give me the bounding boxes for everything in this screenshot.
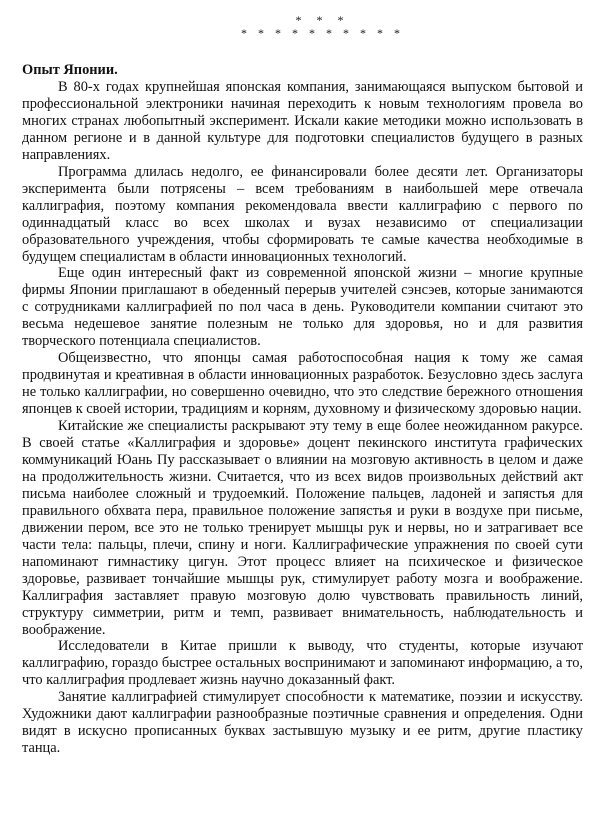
paragraph: Общеизвестно, что японцы самая работоспособная нация к тому же самая продвинутая и креативная в области инновационных разработок. Безусловно здесь заслуга не только каллиграфии, но совершенно очевидно, что это следствие бережного отношения японцев к своей истории, традициям и корням, духовному и физическому здоровью нации. <box>22 350 583 418</box>
separator-stars-top: * * * <box>295 13 350 27</box>
paragraph: Исследователи в Китае пришли к выводу, что студенты, которые изучают каллиграфию, гораздо быстрее остальных воспринимают и запоминают информацию, а то, что каллиграфия продлевает жизнь научно доказанный факт. <box>22 638 583 689</box>
paragraph: Еще один интересный факт из современной японской жизни – многие крупные фирмы Японии приглашают в обеденный перерыв учителей сэнсэев, которые занимаются с сотрудниками каллиграфией по пол часа в день. Руководители компании считают это весьма недешевое занятие полезным не только для здоровья, но и для развития творческого потенциала специалистов. <box>22 265 583 350</box>
section-heading: Опыт Японии. <box>22 62 118 78</box>
paragraph: В 80-х годах крупнейшая японская компания, занимающаяся выпуском бытовой и профессиональной электроники начиная переходить к новым технологиям провела во многих странах любопытный эксперимент. Искали какие методики можно использовать в данном регионе и в данной культуре для подготовки специалистов будущего в разных направлениях. <box>22 79 583 163</box>
paragraph: Программа длилась недолго, ее финансировали более десяти лет. Организаторы эксперимента были потрясены – всем требованиям в наибольшей мере отвечала каллиграфия, поэтому компания рекомендовала ввести каллиграфию с первого по одиннадцатый класс во всех школах и вузах независимо от специализации образовательного учреждения, чтобы сформировать те самые качества необходимые в будущем специалистам в области инновационных технологий. <box>22 163 583 265</box>
separator-stars-bottom: * * * * * * * * * * <box>241 26 404 40</box>
document-page <box>22 14 583 757</box>
paragraph: Занятие каллиграфией стимулирует способности к математике, поэзии и искусству. Художники дают каллиграфии разнообразные поэтичные сравнения и определения. Одни видят в искусно прописанных буквах застывшую музыку и ее ритм, другие пластику танца. <box>22 689 583 757</box>
paragraph: Китайские же специалисты раскрывают эту тему в еще более неожиданном ракурсе. В своей статье «Каллиграфия и здоровье» доцент пекинского института графических коммуникаций Юань Пу рассказывает о влиянии на мозговую активность в целом и даже на продолжительность жизни. Считается, что из всех видов произвольных действий акт письма наиболее сложный и трудоемкий. Положение пальцев, ладоней и запястья для правильного обхвата пера, правильное положение запястья и руки в воздухе при письме, движении пером, все это не только тренирует мышцы рук и нервы, но и затрагивает все части тела: пальцы, плечи, спину и ноги. Каллиграфические упражнения по своей сути напоминают гимнастику цигун. Этот процесс влияет на психическое и физическое здоровье, развивает тончайшие мышцы рук, стимулирует работу мозга и воображение. Каллиграфия заставляет правую мозговую долю чувствовать правильность линий, структуру симметрии, ритм и темп, развивает внимательность, наблюдательность и воображение. <box>22 418 583 638</box>
